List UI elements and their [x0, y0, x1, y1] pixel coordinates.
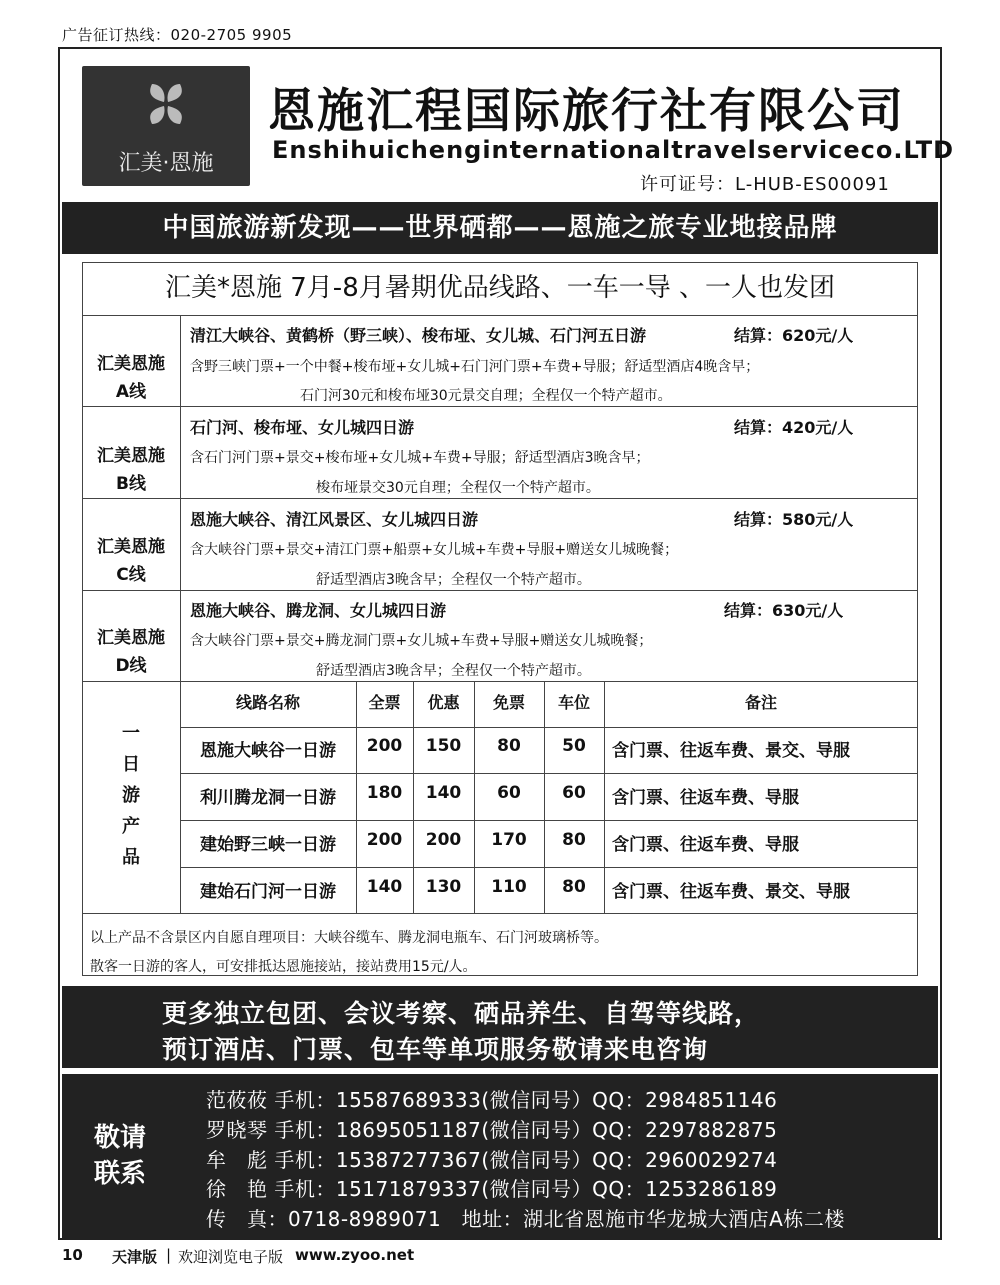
table-cell: 50	[562, 736, 586, 756]
table-cell: 200	[425, 830, 462, 850]
route-description: 含石门河门票+景交+梭布垭+女儿城+车费+导服；舒适型酒店3晚含早；	[190, 450, 650, 466]
route-description-2: 舒适型酒店3晚含早；全程仅一个特产超市。	[316, 663, 591, 679]
company-name-cn: 恩施汇程国际旅行社有限公司	[268, 84, 905, 139]
contact-line: 徐 艳 手机：15171879337(微信同号）QQ：1253286189	[206, 1177, 778, 1201]
contact-title	[94, 1120, 154, 1192]
label-char: 品	[122, 847, 140, 868]
table-cell: 140	[425, 783, 462, 803]
table-cell: 80	[562, 877, 586, 897]
route-title: 清江大峡谷、黄鹤桥（野三峡）、梭布垭、女儿城、石门河五日游	[190, 326, 647, 345]
table-cell: 80	[497, 736, 521, 756]
table-header: 全票	[368, 693, 401, 712]
contact-line: 罗晓琴 手机：18695051187(微信同号）QQ：2297882875	[206, 1118, 778, 1142]
footer-separator: |	[166, 1246, 172, 1264]
page-number: 10	[62, 1246, 83, 1264]
table-cell: 含门票、往返车费、导服	[612, 835, 799, 855]
line-label-name: 汇美恩施	[97, 354, 165, 374]
footnote: 散客一日游的客人，可安排抵达恩施接站，接站费用15元/人。	[90, 959, 477, 975]
line-label-name: 汇美恩施	[97, 446, 165, 466]
table-cell: 110	[491, 877, 527, 897]
row-divider	[82, 406, 918, 407]
route-description: 含野三峡门票+一个中餐+梭布垭+女儿城+石门河门票+车费+导服；舒适型酒店4晚含早；	[190, 359, 760, 375]
table-row-divider	[180, 773, 918, 774]
services-banner	[62, 986, 938, 1068]
table-cell: 建始野三峡一日游	[200, 835, 336, 855]
route-description-2: 石门河30元和梭布垭30元景交自理；全程仅一个特产超市。	[300, 388, 672, 404]
contact-title-line: 敬请	[94, 1123, 147, 1153]
table-cell: 80	[562, 830, 586, 850]
website-link[interactable]: www.zyoo.net	[295, 1246, 415, 1264]
footer-welcome: 欢迎浏览电子版	[178, 1248, 284, 1266]
line-label	[82, 624, 180, 680]
line-label-name: 汇美恩施	[97, 537, 165, 557]
flower-logo-icon	[142, 80, 190, 128]
table-header: 免票	[492, 693, 525, 712]
edition-label: 天津版	[112, 1248, 158, 1266]
table-cell: 150	[425, 736, 462, 756]
route-title: 恩施大峡谷、清江风景区、女儿城四日游	[190, 510, 479, 529]
contact-line: 传 真：0718-8989071 地址：湖北省恩施市华龙城大酒店A栋二楼	[206, 1207, 845, 1231]
table-cell: 130	[425, 877, 462, 897]
row-divider	[82, 681, 918, 682]
table-cell: 60	[562, 783, 586, 803]
table-col-divider	[604, 681, 605, 913]
table-row-divider	[180, 820, 918, 821]
logo-text: 汇美·恩施	[118, 151, 214, 176]
services-line: 预订酒店、门票、包车等单项服务敬请来电咨询	[162, 1035, 709, 1064]
contact-title-line: 联系	[94, 1159, 147, 1189]
table-cell: 170	[491, 830, 527, 850]
table-cell: 含门票、往返车费、景交、导服	[612, 882, 850, 902]
label-char: 产	[122, 816, 140, 837]
route-description-2: 梭布垭景交30元自理；全程仅一个特产超市。	[316, 480, 600, 496]
license-number: 许可证号：L-HUB-ES00091	[640, 174, 890, 195]
label-char: 游	[122, 785, 140, 806]
company-name-en: Enshihuichenginternationaltravelserviceco.LTD	[272, 136, 955, 164]
table-header: 线路名称	[235, 693, 300, 712]
contact-line: 范莜莜 手机：15587689333(微信同号）QQ：2984851146	[206, 1088, 778, 1112]
row-divider	[82, 590, 918, 591]
route-description-2: 舒适型酒店3晚含早；全程仅一个特产超市。	[316, 572, 591, 588]
table-cell: 含门票、往返车费、景交、导服	[612, 741, 850, 761]
table-cell: 恩施大峡谷一日游	[200, 741, 336, 761]
table-cell: 140	[366, 877, 403, 897]
table-row-divider	[180, 867, 918, 868]
line-label	[82, 350, 180, 406]
line-label-code: B线	[116, 474, 146, 494]
route-description: 含大峡谷门票+景交+清江门票+船票+女儿城+车费+导服+赠送女儿城晚餐；	[190, 542, 679, 558]
promo-title: 汇美*恩施 7月-8月暑期优品线路、一车一导 、一人也发团	[82, 262, 918, 316]
route-title: 石门河、梭布垭、女儿城四日游	[190, 418, 415, 437]
table-cell: 60	[497, 783, 521, 803]
line-label-code: D线	[115, 656, 147, 676]
label-char: 一	[122, 723, 140, 744]
table-cell: 200	[366, 736, 403, 756]
contact-line: 牟 彪 手机：15387277367(微信同号）QQ：2960029274	[206, 1148, 778, 1172]
slogan-banner: 中国旅游新发现——世界硒都——恩施之旅专业地接品牌	[62, 202, 938, 254]
table-cell: 200	[366, 830, 403, 850]
company-logo	[82, 66, 250, 186]
table-header: 优惠	[427, 693, 460, 712]
row-divider	[82, 913, 918, 914]
ad-hotline: 广告征订热线：020-2705 9905	[62, 26, 293, 44]
line-label-code: C线	[116, 565, 146, 585]
row-divider	[82, 498, 918, 499]
line-label-code: A线	[115, 382, 147, 402]
table-cell: 建始石门河一日游	[200, 882, 336, 902]
line-label	[82, 533, 180, 589]
route-price: 结算：420元/人	[734, 418, 854, 437]
line-label	[82, 442, 180, 498]
day-tour-label	[82, 718, 180, 873]
route-title: 恩施大峡谷、腾龙洞、女儿城四日游	[190, 601, 447, 620]
label-char: 日	[122, 754, 140, 775]
route-price: 结算：630元/人	[724, 601, 844, 620]
route-price: 结算：580元/人	[734, 510, 854, 529]
line-label-name: 汇美恩施	[97, 628, 165, 648]
route-price: 结算：620元/人	[734, 326, 854, 345]
table-header: 备注	[744, 693, 777, 712]
services-line: 更多独立包团、会议考察、硒品养生、自驾等线路，	[162, 999, 761, 1028]
route-description: 含大峡谷门票+景交+腾龙洞门票+女儿城+车费+导服+赠送女儿城晚餐；	[190, 633, 653, 649]
table-cell: 含门票、往返车费、导服	[612, 788, 799, 808]
table-cell: 180	[366, 783, 403, 803]
table-row-divider	[180, 727, 918, 728]
table-header: 车位	[557, 693, 590, 712]
footnote: 以上产品不含景区内自愿自理项目：大峡谷缆车、腾龙洞电瓶车、石门河玻璃桥等。	[90, 930, 608, 946]
contact-section	[62, 1074, 938, 1238]
table-cell: 利川腾龙洞一日游	[200, 788, 336, 808]
